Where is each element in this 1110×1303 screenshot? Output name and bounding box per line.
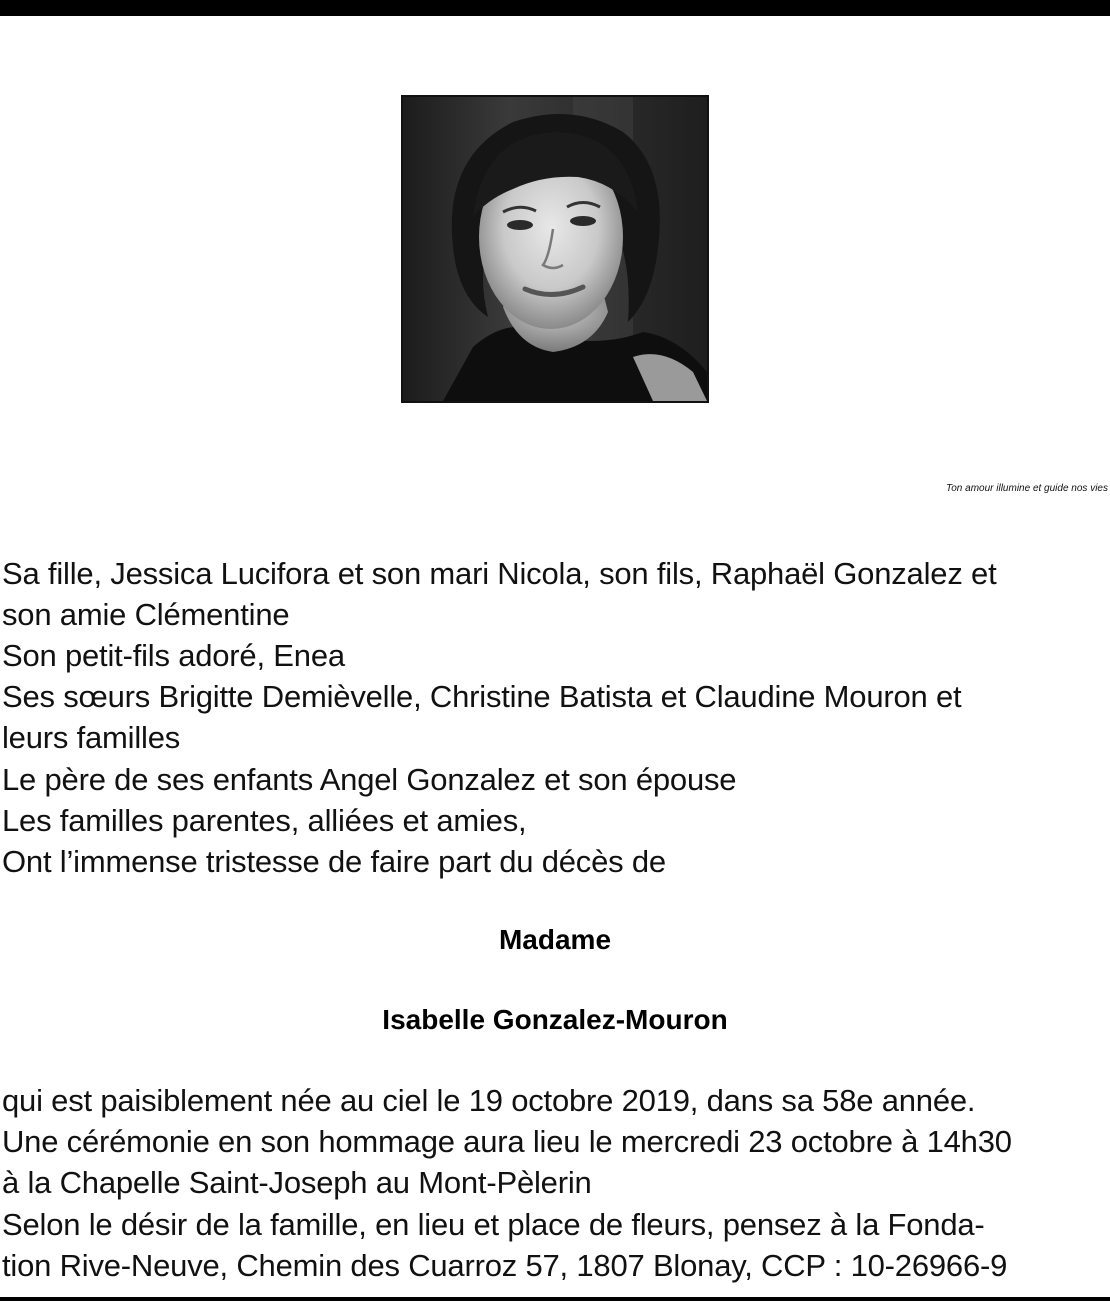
details-line: Selon le désir de la famille, en lieu et place de fleurs, pensez à la Fonda- — [2, 1207, 985, 1242]
top-rule — [0, 0, 1110, 16]
family-line: Son petit-fils adoré, Enea — [2, 638, 345, 673]
bottom-rule — [0, 1297, 1110, 1301]
epigraph-quote: Ton amour illumine et guide nos vies — [946, 483, 1108, 494]
details-line: Une cérémonie en son hommage aura lieu le mercredi 23 octobre à 14h30 — [2, 1124, 1012, 1159]
deceased-honorific: Madame — [498, 924, 612, 955]
family-line: Ont l’immense tristesse de faire part du décès de — [2, 844, 666, 879]
family-line: leurs familles — [2, 720, 181, 755]
details-line: à la Chapelle Saint-Joseph au Mont-Pèlerin — [2, 1165, 592, 1200]
family-line: son amie Clémentine — [2, 597, 290, 632]
deceased-name: Isabelle Gonzalez-Mouron — [382, 1004, 728, 1035]
family-line: Ses sœurs Brigitte Demièvelle, Christine Batista et Claudine Mouron et — [2, 679, 962, 714]
family-line: Le père de ses enfants Angel Gonzalez et son épouse — [2, 762, 737, 797]
family-line: Sa fille, Jessica Lucifora et son mari Nicola, son fils, Raphaël Gonzalez et — [2, 556, 997, 591]
portrait-photo — [401, 95, 709, 403]
family-line: Les familles parentes, alliées et amies, — [2, 803, 527, 838]
details-line: qui est paisiblement née au ciel le 19 octobre 2019, dans sa 58e année. — [2, 1083, 976, 1118]
details-line: tion Rive-Neuve, Chemin des Cuarroz 57, 1807 Blonay, CCP : 10-26966-9 — [2, 1248, 1008, 1283]
